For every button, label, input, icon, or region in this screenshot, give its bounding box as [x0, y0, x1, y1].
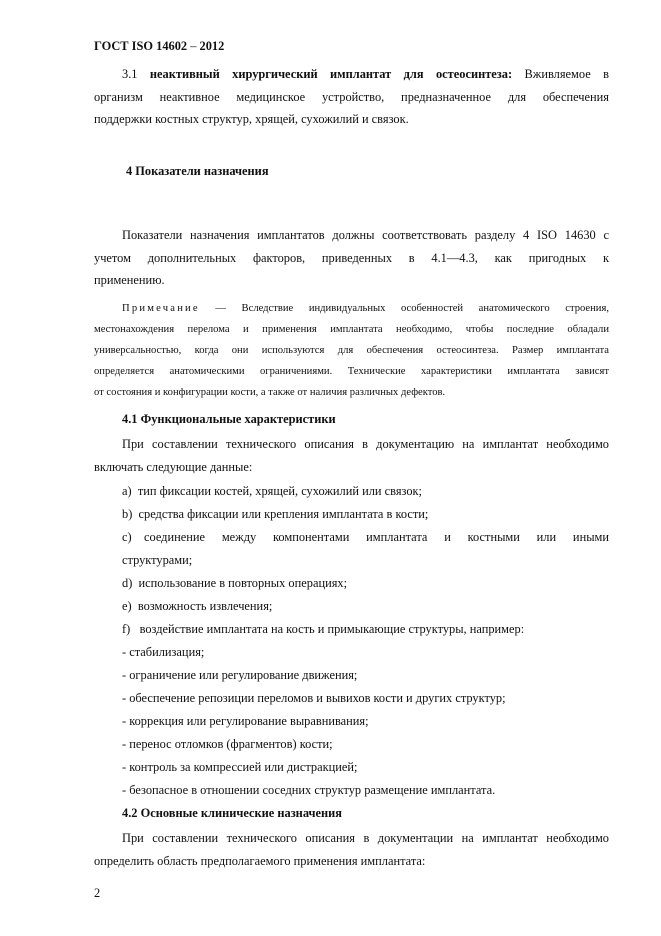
section-4-title: 4 Показатели назначения	[126, 164, 269, 178]
definition-3-1-line3: поддержки костных структур, хрящей, сухожилий и связок.	[94, 112, 409, 126]
note-label: Примечание	[122, 303, 200, 314]
dash-item-3: - обеспечение репозиции переломов и вывихов кости и других структур;	[122, 691, 506, 705]
dash-item-7: - безопасное в отношении соседних структур размещение имплантата.	[122, 783, 496, 797]
list-item-d	[122, 575, 347, 591]
dash-item-4: - коррекция или регулирование выравнивания;	[122, 714, 369, 728]
note-text: — Вследствие индивидуальных особенностей анатомического строения,	[199, 303, 609, 314]
list-marker: d)	[122, 576, 133, 590]
definition-3-1-line2: организм неактивное медицинское устройство, предназначенное для обеспечения	[94, 90, 609, 104]
definition-3-1-line1	[122, 66, 609, 82]
header-dash: –	[187, 39, 200, 53]
list-marker: f)	[122, 622, 131, 636]
list-marker: a)	[122, 484, 132, 498]
note-line2: местонахождения перелома и применения имплантата необходимо, чтобы последние обладали	[94, 324, 609, 335]
list-item-f	[122, 621, 524, 637]
section-4-1-intro-line1: При составлении технического описания в документацию на имплантат необходимо	[122, 437, 609, 451]
list-item-c	[122, 529, 609, 545]
note-line3: универсальностью, когда они используются для обеспечения остеосинтеза. Размер имплантата	[94, 345, 609, 356]
section-4-2-line1: При составлении технического описания в документации на имплантат необходимо	[122, 831, 609, 845]
list-text: средства фиксации или крепления имплантата в кости;	[138, 507, 429, 521]
list-marker: c)	[122, 530, 132, 544]
list-item-b	[122, 506, 428, 522]
list-text: тип фиксации костей, хрящей, сухожилий или связок;	[137, 484, 423, 498]
definition-text: Вживляемое в	[512, 67, 609, 81]
list-text: использование в повторных операциях;	[138, 576, 348, 590]
intro-line3: применению.	[94, 273, 165, 287]
dash-item-5: - перенос отломков (фрагментов) кости;	[122, 737, 333, 751]
page-number: 2	[94, 886, 101, 900]
section-4-1-intro-line2: включать следующие данные:	[94, 460, 253, 474]
section-4-1-title: 4.1 Функциональные характеристики	[122, 412, 336, 426]
list-text: воздействие имплантата на кость и примыкающие структуры, например:	[139, 622, 525, 636]
section-4-2-title: 4.2 Основные клинические назначения	[122, 806, 342, 820]
list-item-e	[122, 598, 272, 614]
list-marker: e)	[122, 599, 132, 613]
standard-year: 2012	[199, 39, 225, 53]
list-text: соединение между компонентами имплантата и костными или иными	[144, 530, 609, 544]
document-header	[94, 38, 224, 54]
note-line5: от состояния и конфигурации кости, а также от наличия различных дефектов.	[94, 387, 446, 398]
note-line1	[122, 302, 609, 316]
intro-line1: Показатели назначения имплантатов должны соответствовать разделу 4 ISO 14630 с	[122, 228, 609, 242]
definition-term: неактивный хирургический имплантат для остеосинтеза:	[149, 67, 513, 81]
list-text: возможность извлечения;	[137, 599, 273, 613]
intro-line2: учетом дополнительных факторов, приведенных в 4.1—4.3, как пригодных к	[94, 251, 609, 265]
standard-id: ГОСТ ISO 14602	[94, 39, 188, 53]
list-item-a	[122, 483, 422, 499]
list-item-c-continuation: структурами;	[122, 553, 193, 567]
dash-item-6: - контроль за компрессией или дистракцией;	[122, 760, 358, 774]
list-marker: b)	[122, 507, 133, 521]
note-line4: определяется анатомическими ограничениями. Технические характеристики имплантата зависят	[94, 366, 609, 377]
dash-item-1: - стабилизация;	[122, 645, 205, 659]
definition-number: 3.1	[122, 67, 150, 81]
dash-item-2: - ограничение или регулирование движения;	[122, 668, 358, 682]
section-4-2-line2: определить область предполагаемого применения имплантата:	[94, 854, 426, 868]
